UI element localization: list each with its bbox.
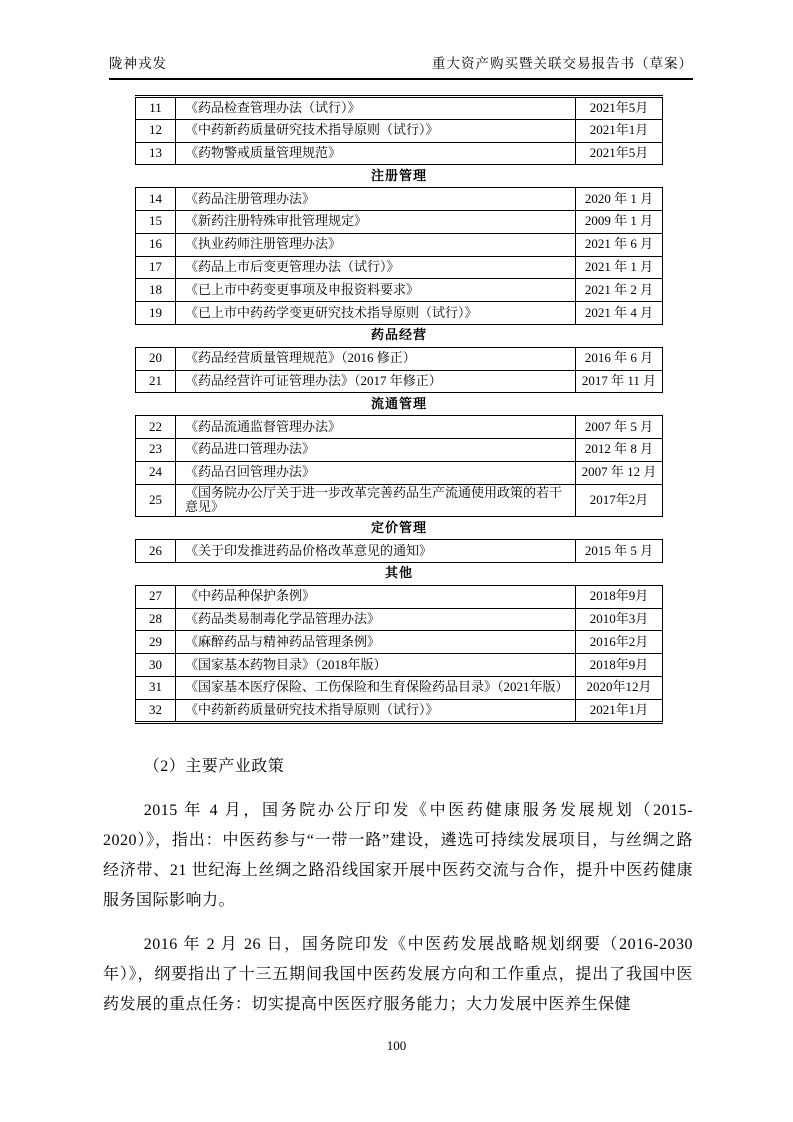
row-number-cell: 26	[136, 540, 176, 563]
row-number-cell: 29	[136, 631, 176, 654]
table-row	[136, 654, 663, 677]
row-date-cell: 2018年9月	[576, 585, 663, 608]
body-content	[103, 752, 693, 1020]
regulations-table-body	[136, 97, 663, 723]
table-row	[136, 484, 663, 517]
row-title-cell: 《药品召回管理办法》	[176, 461, 576, 484]
table-row	[136, 302, 663, 325]
table-row	[136, 233, 663, 256]
row-number-cell: 25	[136, 484, 176, 517]
row-title-cell: 《执业药师注册管理办法》	[176, 233, 576, 256]
row-date-cell: 2021 年 2 月	[576, 279, 663, 302]
table-row	[136, 461, 663, 484]
row-title-cell: 《国家基本医疗保险、工伤保险和生育保险药品目录》（2021年版）	[176, 677, 576, 700]
row-date-cell: 2012 年 8 月	[576, 438, 663, 461]
table-row	[136, 97, 663, 120]
header-company-name: 陇神戎发	[109, 56, 167, 71]
row-date-cell: 2017年2月	[576, 484, 663, 517]
row-title-cell: 《已上市中药变更事项及申报资料要求》	[176, 279, 576, 302]
row-title-cell: 《药品经营许可证管理办法》（2017 年修正）	[176, 370, 576, 393]
section-header-cell: 流通管理	[136, 393, 663, 416]
row-title-cell: 《中药品种保护条例》	[176, 585, 576, 608]
row-number-cell: 32	[136, 699, 176, 722]
row-date-cell: 2016年2月	[576, 631, 663, 654]
table-row	[136, 119, 663, 142]
page-footer	[0, 1038, 793, 1054]
section-header-cell: 药品经营	[136, 324, 663, 347]
row-title-cell: 《药品流通监督管理办法》	[176, 416, 576, 439]
row-date-cell: 2018年9月	[576, 654, 663, 677]
row-title-cell: 《药物警戒质量管理规范》	[176, 142, 576, 165]
row-date-cell: 2021 年 6 月	[576, 233, 663, 256]
row-date-cell: 2021 年 1 月	[576, 256, 663, 279]
table-row	[136, 370, 663, 393]
row-title-cell: 《麻醉药品与精神药品管理条例》	[176, 631, 576, 654]
section-header-cell: 其他	[136, 563, 663, 586]
row-title-cell: 《新药注册特殊审批管理规定》	[176, 210, 576, 233]
table-row	[136, 256, 663, 279]
row-date-cell: 2007 年 12 月	[576, 461, 663, 484]
table-row	[136, 416, 663, 439]
header-document-title: 重大资产购买暨关联交易报告书（草案）	[432, 56, 693, 71]
row-title-cell: 《药品注册管理办法》	[176, 188, 576, 211]
row-date-cell: 2010年3月	[576, 608, 663, 631]
row-number-cell: 12	[136, 119, 176, 142]
policy-paragraph-2015: 2015 年 4 月，国务院办公厅印发《中医药健康服务发展规划（2015-2020）》，指出：中医药参与“一带一路”建设，遴选可持续发展项目，与丝绸之路经济带、21 世纪海上丝绸之路沿线国家开展中医药交流与合作，提升中医药健康服务国际影响力。	[103, 802, 693, 909]
table-row	[136, 210, 663, 233]
row-number-cell: 22	[136, 416, 176, 439]
row-date-cell: 2021 年 4 月	[576, 302, 663, 325]
row-number-cell: 30	[136, 654, 176, 677]
row-date-cell: 2015 年 5 月	[576, 540, 663, 563]
row-number-cell: 17	[136, 256, 176, 279]
section-subheading: （2）主要产业政策	[143, 758, 285, 775]
row-title-cell: 《国务院办公厅关于进一步改革完善药品生产流通使用政策的若干意见》	[176, 484, 576, 517]
row-title-cell: 《药品上市后变更管理办法（试行）》	[176, 256, 576, 279]
row-number-cell: 16	[136, 233, 176, 256]
table-row	[136, 585, 663, 608]
row-number-cell: 19	[136, 302, 176, 325]
table-row	[136, 677, 663, 700]
table-section-row	[136, 393, 663, 416]
row-date-cell: 2017 年 11 月	[576, 370, 663, 393]
table-section-row	[136, 563, 663, 586]
table-row	[136, 699, 663, 722]
section-header-cell: 定价管理	[136, 517, 663, 540]
row-number-cell: 20	[136, 347, 176, 370]
row-date-cell: 2021年1月	[576, 119, 663, 142]
row-title-cell: 《药品进口管理办法》	[176, 438, 576, 461]
row-date-cell: 2007 年 5 月	[576, 416, 663, 439]
row-date-cell: 2021年5月	[576, 142, 663, 165]
row-title-cell: 《药品检查管理办法（试行）》	[176, 97, 576, 120]
row-date-cell: 2021年1月	[576, 699, 663, 722]
policy-paragraph-2016: 2016 年 2 月 26 日，国务院印发《中医药发展战略规划纲要（2016-2030 年）》，纲要指出了十三五期间我国中医药发展方向和工作重点，提出了我国中医药发展的重点任务：切实提高中医医疗服务能力；大力发展中医养生保健	[103, 936, 693, 1013]
row-number-cell: 21	[136, 370, 176, 393]
table-row	[136, 347, 663, 370]
page-number: 100	[386, 1038, 407, 1053]
row-title-cell: 《已上市中药药学变更研究技术指导原则（试行）》	[176, 302, 576, 325]
regulations-table	[135, 95, 663, 724]
table-section-row	[136, 165, 663, 188]
table-row	[136, 540, 663, 563]
page-header	[109, 52, 693, 80]
row-date-cell: 2020年12月	[576, 677, 663, 700]
row-title-cell: 《国家基本药物目录》（2018年版）	[176, 654, 576, 677]
row-title-cell: 《中药新药质量研究技术指导原则（试行）》	[176, 699, 576, 722]
row-number-cell: 15	[136, 210, 176, 233]
row-number-cell: 18	[136, 279, 176, 302]
row-number-cell: 13	[136, 142, 176, 165]
row-number-cell: 24	[136, 461, 176, 484]
table-section-row	[136, 324, 663, 347]
table-row	[136, 631, 663, 654]
table-section-row	[136, 517, 663, 540]
row-title-cell: 《中药新药质量研究技术指导原则（试行）》	[176, 119, 576, 142]
row-title-cell: 《关于印发推进药品价格改革意见的通知》	[176, 540, 576, 563]
row-title-cell: 《药品经营质量管理规范》（2016 修正）	[176, 347, 576, 370]
row-date-cell: 2020 年 1 月	[576, 188, 663, 211]
row-number-cell: 31	[136, 677, 176, 700]
table-row	[136, 608, 663, 631]
row-number-cell: 23	[136, 438, 176, 461]
table-row	[136, 438, 663, 461]
row-number-cell: 11	[136, 97, 176, 120]
row-date-cell: 2021年5月	[576, 97, 663, 120]
row-number-cell: 27	[136, 585, 176, 608]
row-number-cell: 14	[136, 188, 176, 211]
row-title-cell: 《药品类易制毒化学品管理办法》	[176, 608, 576, 631]
table-row	[136, 142, 663, 165]
table-row	[136, 188, 663, 211]
row-number-cell: 28	[136, 608, 176, 631]
row-date-cell: 2016 年 6 月	[576, 347, 663, 370]
table-row	[136, 279, 663, 302]
row-date-cell: 2009 年 1 月	[576, 210, 663, 233]
section-header-cell: 注册管理	[136, 165, 663, 188]
